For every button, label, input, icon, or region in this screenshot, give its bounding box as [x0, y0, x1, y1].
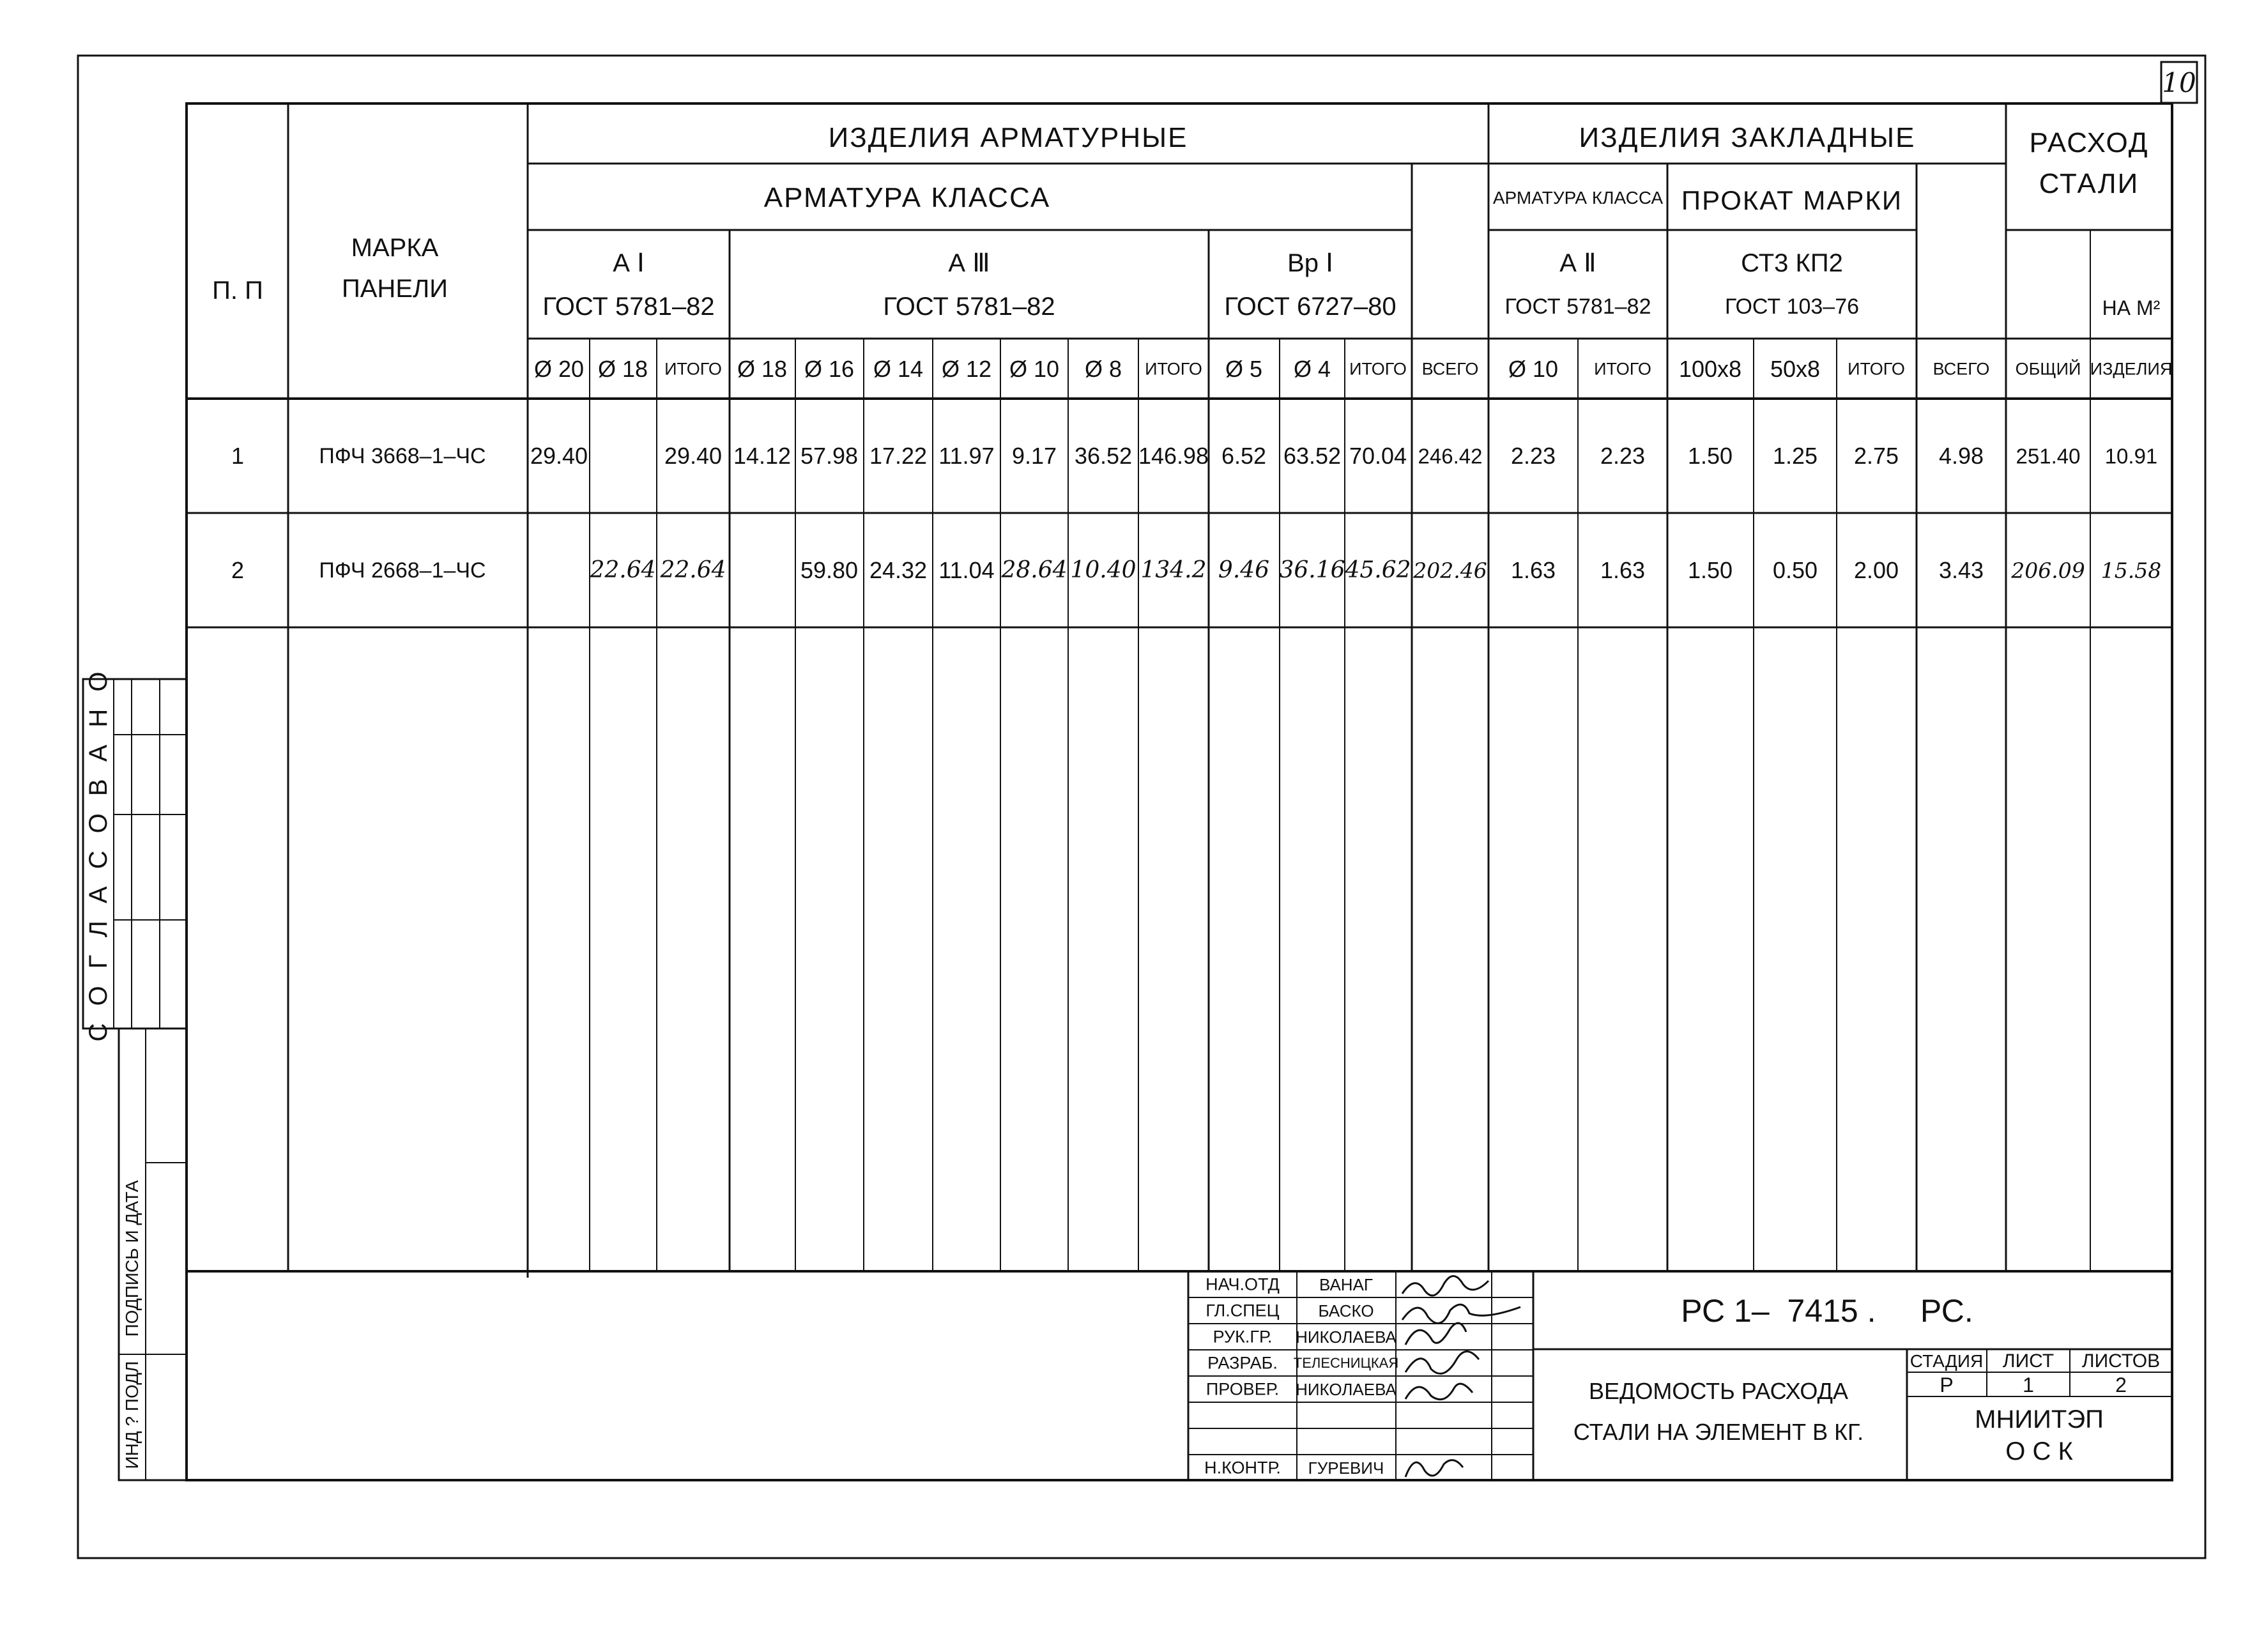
- podpis-data-label: ПОДПИСЬ И ДАТА: [122, 1180, 142, 1337]
- table-cell: 202.46: [1413, 558, 1487, 583]
- table-cell: 14.12: [733, 443, 792, 469]
- signature-role: РАЗРАБ.: [1207, 1353, 1278, 1373]
- table-cell: 1.63: [1510, 557, 1556, 583]
- sheet-label: ЛИСТ: [2002, 1350, 2055, 1372]
- table-cell: 9.17: [1011, 443, 1057, 469]
- table-cell: 22.64: [590, 557, 656, 583]
- column-header: 100x8: [1678, 356, 1742, 382]
- header-a2-class: А Ⅱ: [1559, 249, 1596, 277]
- column-header: Ø 10: [1508, 356, 1559, 382]
- table-cell: 6.52: [1221, 443, 1267, 469]
- table-cell: 4.98: [1938, 443, 1984, 469]
- row-number: 1: [231, 443, 245, 469]
- inv-podl-label: ИНД ? ПОДЛ: [122, 1361, 142, 1469]
- table-cell: 0.50: [1772, 557, 1818, 583]
- table-cell: 36.16: [1279, 557, 1345, 583]
- header-prokat-marki: ПРОКАТ МАРКИ: [1681, 185, 1903, 215]
- column-header: Ø 16: [804, 356, 855, 382]
- table-cell: 28.64: [1001, 557, 1068, 583]
- column-header: Ø 20: [533, 356, 585, 382]
- table-cell: 57.98: [800, 443, 859, 469]
- table-cell: 10.91: [2104, 444, 2158, 468]
- column-header: Ø 18: [597, 356, 648, 382]
- column-header: ИТОГО: [1349, 359, 1407, 379]
- table-cell: 1.50: [1687, 443, 1733, 469]
- signature-role: РУК.ГР.: [1213, 1327, 1273, 1347]
- column-header: Ø 12: [941, 356, 992, 382]
- header-marka: МАРКА ПАНЕЛИ: [342, 234, 448, 303]
- column-header: ВСЕГО: [1932, 359, 1990, 379]
- column-header: ИЗДЕЛИЯ: [2090, 359, 2173, 379]
- header-a3-class: А Ⅲ: [948, 249, 990, 277]
- table-cell: 22.64: [660, 557, 726, 583]
- table-cell: 2.23: [1510, 443, 1556, 469]
- panel-mark: ПФЧ 2668–1–ЧС: [319, 558, 486, 583]
- table-cell: 2.75: [1853, 443, 1899, 469]
- header-izdeliya-zakladnye: ИЗДЕЛИЯ ЗАКЛАДНЫЕ: [1579, 122, 1916, 153]
- table-cell: 10.40: [1070, 557, 1136, 583]
- table-cell: 3.43: [1938, 557, 1984, 583]
- signature-name: НИКОЛАЕВА: [1296, 1327, 1397, 1347]
- soglasovano-label: С О Г Л А С О В А Н О: [84, 666, 112, 1042]
- stage-value: Р: [1940, 1373, 1954, 1396]
- table-cell: 63.52: [1283, 443, 1342, 469]
- table-cell: 1.50: [1687, 557, 1733, 583]
- table-cell: 2.00: [1853, 557, 1899, 583]
- table-cell: 206.09: [2011, 558, 2085, 583]
- header-rashod-stali: РАСХОД СТАЛИ: [2029, 127, 2149, 199]
- org-department: О С К: [2005, 1437, 2073, 1465]
- signature-role: ПРОВЕР.: [1205, 1379, 1280, 1399]
- column-header: Ø 4: [1293, 356, 1331, 382]
- table-cell: 29.40: [530, 443, 588, 469]
- signature-name: БАСКО: [1318, 1301, 1374, 1320]
- signature-role: ГЛ.СПЕЦ: [1205, 1301, 1280, 1320]
- table-cell: 251.40: [2016, 444, 2081, 468]
- column-header: ИТОГО: [1848, 359, 1905, 379]
- table-cell: 45.62: [1345, 557, 1411, 583]
- header-a1-gost: ГОСТ 5781–82: [542, 293, 715, 321]
- header-bp1-class: Вр Ⅰ: [1287, 249, 1333, 277]
- table-cell: 9.46: [1218, 557, 1270, 583]
- header-na-m2: НА М²: [2102, 296, 2161, 319]
- document-code: РС 1– 7415 . РС.: [1681, 1293, 1973, 1329]
- header-zak-armatura-klassa: АРМАТУРА КЛАССА: [1492, 188, 1664, 208]
- header-a1-class: А Ⅰ: [613, 249, 645, 277]
- table-cell: 1.25: [1772, 443, 1818, 469]
- signature-role: НАЧ.ОТД: [1205, 1274, 1280, 1294]
- column-header: Ø 18: [737, 356, 788, 382]
- table-cell: 146.98: [1138, 443, 1209, 469]
- signature-role: Н.КОНТР.: [1204, 1458, 1281, 1478]
- stage-label: СТАДИЯ: [1909, 1351, 1984, 1371]
- column-header: Ø 8: [1084, 356, 1122, 382]
- table-cell: 11.04: [938, 557, 995, 583]
- column-header: ОБЩИЙ: [2015, 359, 2081, 379]
- column-header: 50x8: [1770, 356, 1821, 382]
- page-number: 10: [2162, 67, 2196, 98]
- document-title-line2: СТАЛИ НА ЭЛЕМЕНТ В КГ.: [1573, 1419, 1864, 1445]
- signature-scribble: [1405, 1460, 1463, 1477]
- row-number: 2: [231, 557, 245, 583]
- table-cell: 2.23: [1600, 443, 1646, 469]
- table-cell: 24.32: [869, 557, 928, 583]
- sheet-value: 1: [2023, 1373, 2034, 1396]
- signature-scribble: [1405, 1352, 1479, 1374]
- column-header: Ø 14: [873, 356, 924, 382]
- table-cell: 17.22: [869, 443, 928, 469]
- header-armatura-klassa: АРМАТУРА КЛАССА: [763, 182, 1051, 213]
- org-name: МНИИТЭП: [1975, 1405, 2104, 1434]
- header-a3-gost: ГОСТ 5781–82: [883, 293, 1055, 321]
- sheets-value: 2: [2115, 1373, 2127, 1396]
- table-cell: 11.97: [938, 443, 995, 469]
- signature-scribble: [1402, 1276, 1489, 1296]
- column-header: ИТОГО: [1594, 359, 1651, 379]
- signature-name: ВАНАГ: [1319, 1275, 1374, 1294]
- column-header: ИТОГО: [1145, 359, 1202, 379]
- signature-name: ГУРЕВИЧ: [1308, 1458, 1384, 1478]
- column-header: ИТОГО: [664, 359, 722, 379]
- table-cell: 134.2: [1140, 557, 1207, 583]
- header-st3-gost: ГОСТ 103–76: [1724, 294, 1860, 319]
- column-header: Ø 10: [1009, 356, 1060, 382]
- column-header: Ø 5: [1225, 356, 1263, 382]
- sheets-label: ЛИСТОВ: [2081, 1350, 2161, 1372]
- panel-mark: ПФЧ 3668–1–ЧС: [319, 444, 486, 468]
- document-title-line1: ВЕДОМОСТЬ РАСХОДА: [1588, 1378, 1849, 1404]
- table-cell: 246.42: [1418, 444, 1483, 468]
- header-a2-gost: ГОСТ 5781–82: [1504, 294, 1651, 319]
- table-cell: 70.04: [1349, 443, 1407, 469]
- header-izdeliya-armaturnye: ИЗДЕЛИЯ АРМАТУРНЫЕ: [828, 122, 1188, 153]
- signature-scribble: [1405, 1384, 1473, 1400]
- header-st3-class: СТ3 КП2: [1741, 249, 1843, 277]
- signature-name: ТЕЛЕСНИЦКАЯ: [1293, 1355, 1399, 1371]
- table-cell: 36.52: [1074, 443, 1133, 469]
- signature-name: НИКОЛАЕВА: [1296, 1380, 1397, 1399]
- column-header: ВСЕГО: [1421, 359, 1479, 379]
- header-pp: П. П: [212, 277, 263, 305]
- signature-scribble: [1405, 1323, 1466, 1345]
- table-cell: 29.40: [664, 443, 723, 469]
- signature-scribble: [1402, 1304, 1520, 1323]
- table-cell: 15.58: [2101, 558, 2162, 583]
- table-cell: 1.63: [1600, 557, 1646, 583]
- header-bp1-gost: ГОСТ 6727–80: [1224, 293, 1397, 321]
- table-cell: 59.80: [800, 557, 859, 583]
